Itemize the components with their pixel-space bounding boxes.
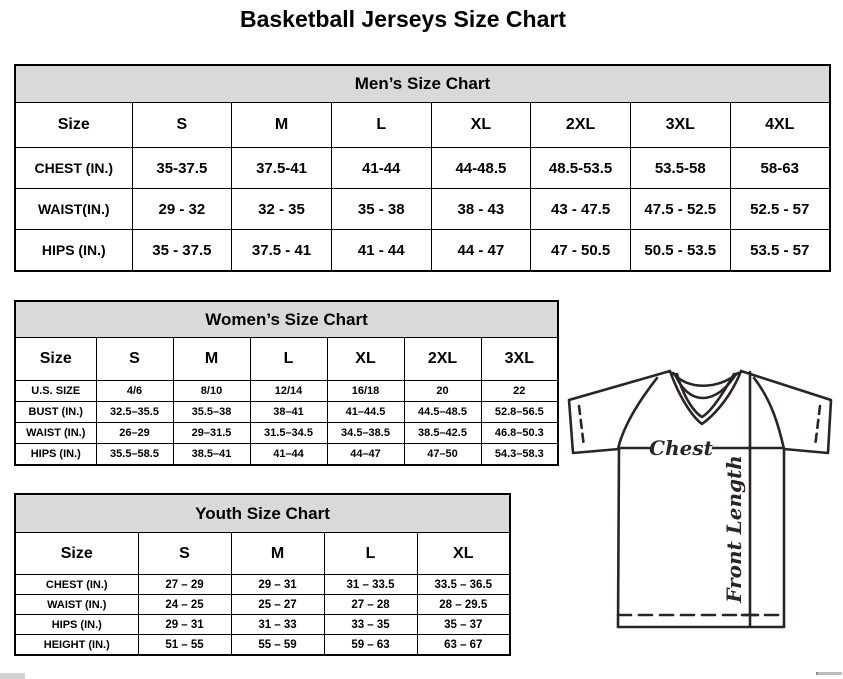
table-cell: 29 - 32	[132, 189, 232, 230]
column-header: 2XL	[404, 338, 481, 381]
table-cell: 53.5-58	[630, 148, 730, 189]
column-header: M	[232, 103, 332, 148]
row-label: U.S. SIZE	[15, 381, 96, 402]
table-row	[15, 444, 558, 466]
table-cell: 27 – 28	[324, 595, 417, 615]
column-header: L	[250, 338, 327, 381]
table-cell: 32 - 35	[232, 189, 332, 230]
womens-table-title: Women’s Size Chart	[15, 301, 558, 338]
column-header: S	[138, 533, 231, 575]
table-cell: 25 – 27	[231, 595, 324, 615]
table-cell: 41–44.5	[327, 402, 404, 423]
row-label: HEIGHT (IN.)	[15, 635, 138, 656]
table-cell: 31 – 33.5	[324, 575, 417, 595]
row-label: BUST (IN.)	[15, 402, 96, 423]
table-cell: 50.5 - 53.5	[630, 230, 730, 272]
table-row	[15, 381, 558, 402]
table-cell: 44.5–48.5	[404, 402, 481, 423]
table-cell: 63 – 67	[417, 635, 510, 656]
table-cell: 58-63	[730, 148, 830, 189]
table-cell: 4/6	[96, 381, 173, 402]
column-header: S	[132, 103, 232, 148]
youth-table-title-row	[15, 494, 510, 533]
column-header: M	[173, 338, 250, 381]
row-label: HIPS (IN.)	[15, 444, 96, 466]
table-cell: 48.5-53.5	[531, 148, 631, 189]
table-cell: 47–50	[404, 444, 481, 466]
table-cell: 55 – 59	[231, 635, 324, 656]
table-cell: 37.5 - 41	[232, 230, 332, 272]
row-label: CHEST (IN.)	[15, 148, 132, 189]
table-cell: 22	[481, 381, 558, 402]
page-title: Basketball Jerseys Size Chart	[239, 6, 566, 32]
mens-header-row	[15, 103, 830, 148]
youth-header-row	[15, 533, 510, 575]
column-header: 3XL	[630, 103, 730, 148]
table-cell: 44–47	[327, 444, 404, 466]
table-cell: 29 – 31	[138, 615, 231, 635]
table-cell: 43 - 47.5	[531, 189, 631, 230]
mens-size-table	[14, 64, 831, 272]
womens-header-row	[15, 338, 558, 381]
table-cell: 29–31.5	[173, 423, 250, 444]
table-cell: 27 – 29	[138, 575, 231, 595]
table-cell: 51 – 55	[138, 635, 231, 656]
youth-size-table	[14, 493, 511, 656]
table-cell: 47 - 50.5	[531, 230, 631, 272]
row-label: HIPS (IN.)	[15, 615, 138, 635]
column-header: S	[96, 338, 173, 381]
front-length-label: Front Length	[722, 455, 746, 603]
womens-table-title-row	[15, 301, 558, 338]
row-label: CHEST (IN.)	[15, 575, 138, 595]
table-cell: 52.8–56.5	[481, 402, 558, 423]
table-cell: 28 – 29.5	[417, 595, 510, 615]
table-cell: 44-48.5	[431, 148, 531, 189]
table-cell: 53.5 - 57	[730, 230, 830, 272]
column-header: 2XL	[531, 103, 631, 148]
table-cell: 37.5-41	[232, 148, 332, 189]
table-cell: 33.5 – 36.5	[417, 575, 510, 595]
column-header: L	[324, 533, 417, 575]
chest-label: Chest	[649, 436, 713, 460]
table-row	[15, 189, 830, 230]
table-cell: 38–41	[250, 402, 327, 423]
column-header: Size	[15, 338, 96, 381]
table-cell: 33 – 35	[324, 615, 417, 635]
table-cell: 41 - 44	[331, 230, 431, 272]
column-header: L	[331, 103, 431, 148]
jersey-outline	[569, 371, 831, 627]
table-cell: 41–44	[250, 444, 327, 466]
mens-table-title-row	[15, 65, 830, 103]
table-cell: 12/14	[250, 381, 327, 402]
table-cell: 24 – 25	[138, 595, 231, 615]
row-label: WAIST(IN.)	[15, 189, 132, 230]
jersey-measurement-diagram	[557, 357, 843, 635]
table-cell: 38 - 43	[431, 189, 531, 230]
table-row	[15, 595, 510, 615]
table-cell: 35 - 38	[331, 189, 431, 230]
table-cell: 20	[404, 381, 481, 402]
horizontal-scrollbar-fragment-left[interactable]	[0, 673, 25, 679]
table-cell: 46.8–50.3	[481, 423, 558, 444]
horizontal-scrollbar-fragment-right[interactable]	[816, 672, 842, 675]
table-cell: 31.5–34.5	[250, 423, 327, 444]
youth-table-title: Youth Size Chart	[15, 494, 510, 533]
table-row	[15, 402, 558, 423]
table-cell: 35 – 37	[417, 615, 510, 635]
table-cell: 47.5 - 52.5	[630, 189, 730, 230]
table-cell: 16/18	[327, 381, 404, 402]
table-cell: 8/10	[173, 381, 250, 402]
table-cell: 52.5 - 57	[730, 189, 830, 230]
table-cell: 29 – 31	[231, 575, 324, 595]
table-cell: 26–29	[96, 423, 173, 444]
table-cell: 44 - 47	[431, 230, 531, 272]
column-header: M	[231, 533, 324, 575]
column-header: Size	[15, 103, 132, 148]
table-cell: 31 – 33	[231, 615, 324, 635]
table-cell: 59 – 63	[324, 635, 417, 656]
table-cell: 38.5–42.5	[404, 423, 481, 444]
mens-table-title: Men’s Size Chart	[15, 65, 830, 103]
table-row	[15, 635, 510, 656]
column-header: XL	[417, 533, 510, 575]
row-label: HIPS (IN.)	[15, 230, 132, 272]
womens-size-table	[14, 300, 559, 466]
column-header: XL	[327, 338, 404, 381]
table-cell: 32.5–35.5	[96, 402, 173, 423]
column-header: 3XL	[481, 338, 558, 381]
table-cell: 35.5–58.5	[96, 444, 173, 466]
table-cell: 35.5–38	[173, 402, 250, 423]
row-label: WAIST (IN.)	[15, 423, 96, 444]
table-cell: 54.3–58.3	[481, 444, 558, 466]
table-cell: 38.5–41	[173, 444, 250, 466]
column-header: Size	[15, 533, 138, 575]
table-cell: 35-37.5	[132, 148, 232, 189]
table-cell: 41-44	[331, 148, 431, 189]
row-label: WAIST (IN.)	[15, 595, 138, 615]
table-row	[15, 423, 558, 444]
table-row	[15, 148, 830, 189]
column-header: 4XL	[730, 103, 830, 148]
column-header: XL	[431, 103, 531, 148]
table-cell: 34.5–38.5	[327, 423, 404, 444]
table-row	[15, 230, 830, 272]
table-cell: 35 - 37.5	[132, 230, 232, 272]
table-row	[15, 575, 510, 595]
table-row	[15, 615, 510, 635]
